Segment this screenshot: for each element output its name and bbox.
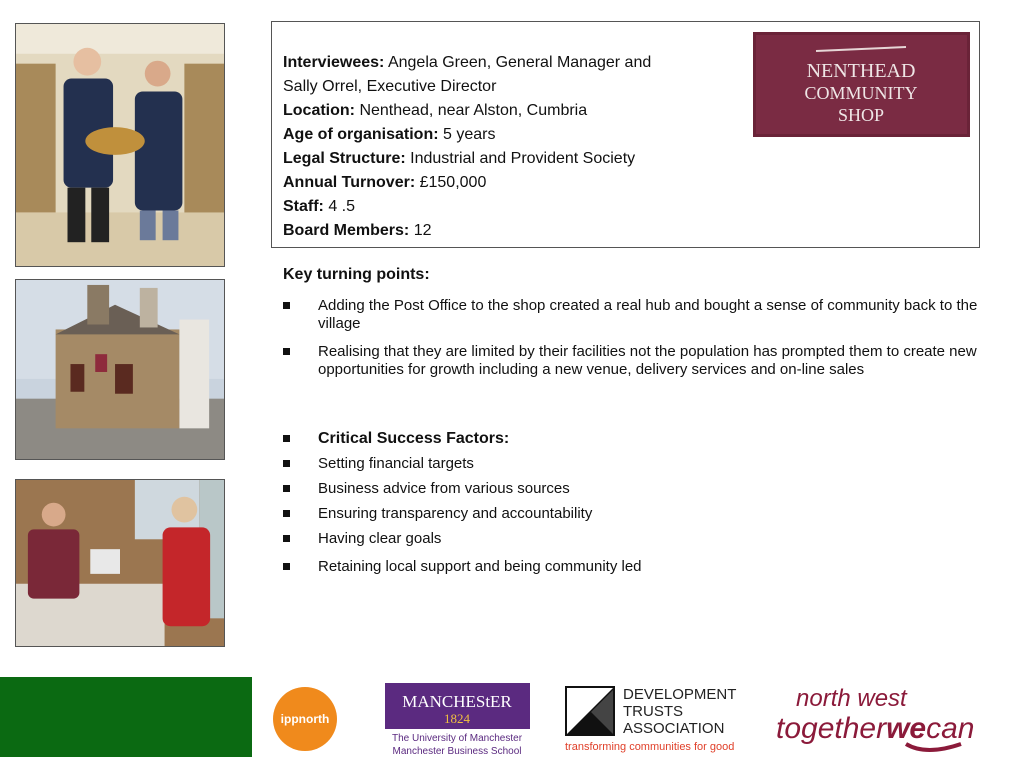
key-turning-points-heading: Key turning points:: [283, 266, 430, 283]
svg-text:SHOP: SHOP: [837, 105, 885, 125]
svg-text:NENTHEAD: NENTHEAD: [806, 60, 916, 82]
bullet-square-icon: [283, 563, 290, 570]
svg-text:ASSOCIATION: ASSOCIATION: [623, 720, 725, 737]
svg-text:1824: 1824: [444, 711, 470, 726]
manchester-logo: [385, 683, 530, 757]
svg-text:north west: north west: [796, 685, 907, 712]
info-line-interviewees: Interviewees: Angela Green, General Manager and: [283, 54, 652, 71]
bullet-square-icon: [283, 435, 290, 442]
dta-logo: [565, 684, 751, 754]
svg-text:ippnorth: ippnorth: [280, 712, 330, 726]
info-line-legal-structure: Legal Structure: Industrial and Provident Society: [283, 150, 636, 167]
svg-text:transforming communities for g: transforming communities for good: [565, 741, 735, 753]
north-west-together-we-can-logo: [776, 682, 1010, 758]
svg-text:togetherwecan: togetherwecan: [776, 712, 975, 745]
bullet-square-icon: [283, 535, 290, 542]
bullet-square-icon: [283, 485, 290, 492]
footer-green-bar: [0, 677, 252, 757]
bullet-square-icon: [283, 510, 290, 517]
shop-building-photo: [15, 279, 225, 460]
bullet-square-icon: [283, 460, 290, 467]
svg-text:MANCHEStER: MANCHEStER: [402, 692, 512, 711]
ippr-north-logo: [272, 686, 338, 752]
bullet-square-icon: [283, 302, 290, 309]
shop-staff-photo: [15, 23, 225, 267]
info-line-board-members: Board Members: 12: [283, 222, 432, 239]
svg-text:The University of Manchester: The University of Manchester: [391, 733, 523, 744]
svg-text:Manchester Business School: Manchester Business School: [392, 746, 522, 757]
svg-text:DEVELOPMENT: DEVELOPMENT: [623, 686, 737, 703]
svg-text:COMMUNITY: COMMUNITY: [804, 83, 918, 103]
svg-text:TRUSTS: TRUSTS: [623, 703, 683, 720]
bullet-square-icon: [283, 348, 290, 355]
shop-counter-photo: [15, 479, 225, 647]
info-line-turnover: Annual Turnover: £150,000: [283, 174, 487, 191]
info-line-interviewees-cont: Sally Orrel, Executive Director: [283, 78, 497, 95]
info-line-age: Age of organisation: 5 years: [283, 126, 496, 143]
info-line-staff: Staff: 4 .5: [283, 198, 356, 215]
nenthead-shop-sign: [753, 32, 970, 137]
info-line-location: Location: Nenthead, near Alston, Cumbria: [283, 102, 588, 119]
